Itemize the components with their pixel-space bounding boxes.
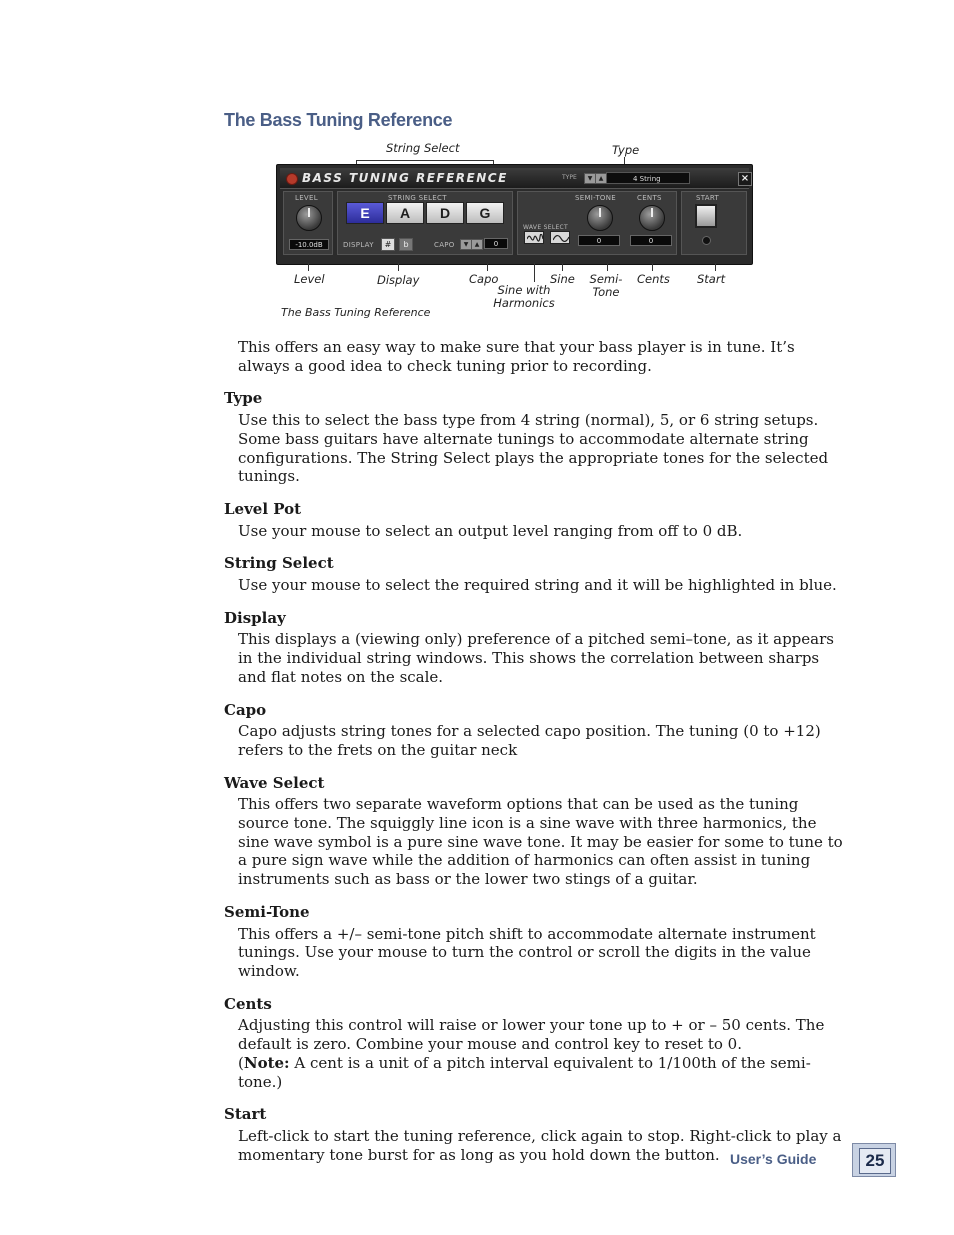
harmonics-tick <box>534 263 535 282</box>
power-icon[interactable] <box>286 173 298 185</box>
string-select-panel <box>337 191 513 255</box>
plugin-title: BASS TUNING REFERENCE <box>302 171 508 185</box>
tone-panel <box>517 191 677 255</box>
close-button[interactable]: × <box>738 172 752 186</box>
intro-paragraph: This offers an easy way to make sure that your bass player is in tune. It’s always a good idea to check tuning prior to recording. <box>238 338 795 375</box>
term-string-select: String Select <box>224 554 334 573</box>
string-button-e[interactable]: E <box>346 202 384 224</box>
level-tick <box>308 263 309 271</box>
desc-start: Left-click to start the tuning reference, click again to stop. Right-click to play a momentary tone burst for as long as you hold down the button. <box>238 1126 842 1164</box>
figure-caption: The Bass Tuning Reference <box>281 306 431 319</box>
cents-tick <box>652 263 653 271</box>
semi-tone-label: SEMI-TONE <box>575 194 616 202</box>
type-label: TYPE <box>562 174 577 181</box>
wave-select-label: WAVE SELECT <box>523 224 569 231</box>
term-display: Display <box>224 608 286 627</box>
string-button-g[interactable]: G <box>466 202 504 224</box>
semi-tone-display[interactable]: 0 <box>578 235 620 246</box>
capo-tick <box>487 263 488 271</box>
section-title: The Bass Tuning Reference <box>224 110 453 130</box>
desc-semi-tone: This offers a +/– semi-tone pitch shift to accommodate alternate instrument tunings. Use your mouse to turn the control or scroll the digits in the value window. <box>238 924 816 980</box>
level-display: -10.0dB <box>289 239 329 250</box>
plugin-figure <box>276 140 756 325</box>
cents-knob[interactable] <box>639 205 665 231</box>
desc-level-pot: Use your mouse to select an output level ranging from off to 0 dB. <box>238 521 743 540</box>
term-capo: Capo <box>224 700 267 719</box>
sine-harmonics-icon <box>527 234 543 243</box>
term-cents: Cents <box>224 994 272 1013</box>
callout-string-select: String Select <box>386 141 460 155</box>
type-down-button[interactable]: ▼ <box>584 173 596 184</box>
desc-display: This displays a (viewing only) preference of a pitched semi–tone, as it appears in the individual string windows. This shows the correlation between sharps and flat notes on the scale. <box>238 630 834 686</box>
footer-label: User’s Guide <box>730 1151 817 1167</box>
page-number-box <box>852 1143 896 1177</box>
flat-button[interactable]: b <box>399 238 413 251</box>
level-knob[interactable] <box>296 205 322 231</box>
display-label: DISPLAY <box>343 241 374 249</box>
callout-display: Display <box>377 273 420 287</box>
level-label: LEVEL <box>295 194 318 202</box>
note-text: A cent is a unit of a pitch interval equivalent to 1/100th of the semi-tone.) <box>238 1053 811 1091</box>
capo-down-button[interactable]: ▼ <box>460 239 472 250</box>
desc-wave-select: This offers two separate waveform options that can be used as the tuning source tone. The squiggly line icon is a sine wave with three harmonics, the sine wave symbol is a pure sine wave tone. It may be easier for some to tune to a pure sign wave while the addition of harmonics can often assist in tuning instruments such as bass or the lower two stings of a guitar. <box>238 795 843 889</box>
callout-sine-harmonics: Sine with Harmonics <box>493 283 555 310</box>
semi-tone-tick <box>607 263 608 271</box>
term-wave-select: Wave Select <box>224 773 325 792</box>
desc-cents-text: Adjusting this control will raise or lower your tone up to + or – 50 cents. The default is zero. Combine your mouse and control key to reset to 0. <box>238 1016 825 1054</box>
string-button-d[interactable]: D <box>426 202 464 224</box>
start-tick <box>715 263 716 271</box>
page-number: 25 <box>859 1148 891 1174</box>
cents-label: CENTS <box>637 194 662 202</box>
string-select-bracket <box>356 160 493 161</box>
note-label: Note: <box>243 1053 290 1072</box>
capo-up-button[interactable]: ▲ <box>471 239 483 250</box>
term-type: Type <box>224 389 263 408</box>
callout-start: Start <box>697 272 726 286</box>
bass-tuning-plugin <box>276 164 753 265</box>
callout-sine: Sine <box>550 272 575 286</box>
type-up-button[interactable]: ▲ <box>595 173 607 184</box>
desc-string-select: Use your mouse to select the required string and it will be highlighted in blue. <box>238 576 837 595</box>
body-text <box>224 338 844 1178</box>
start-button[interactable] <box>695 204 717 228</box>
callout-type: Type <box>612 143 640 157</box>
capo-display: 0 <box>484 238 508 249</box>
sine-harmonics-button[interactable] <box>524 231 544 244</box>
sharp-button[interactable]: # <box>381 238 395 251</box>
semi-tone-knob[interactable] <box>587 205 613 231</box>
callout-cents: Cents <box>637 272 670 286</box>
display-tick <box>398 263 399 271</box>
term-semi-tone: Semi-Tone <box>224 902 310 921</box>
term-start: Start <box>224 1105 267 1124</box>
capo-label: CAPO <box>434 241 455 249</box>
sine-button[interactable] <box>550 231 570 244</box>
string-button-a[interactable]: A <box>386 202 424 224</box>
cents-display[interactable]: 0 <box>630 235 672 246</box>
sine-tick <box>562 263 563 271</box>
term-level-pot: Level Pot <box>224 499 302 518</box>
start-label: START <box>696 194 720 202</box>
sine-icon <box>553 234 569 243</box>
desc-type: Use this to select the bass type from 4 string (normal), 5, or 6 string setups. Some bass guitars have alternate tunings to accommodate alternate string configurations. The String Select plays the appropriate tones for the selected tunings. <box>238 411 829 486</box>
type-select[interactable]: 4 String <box>606 172 690 184</box>
level-panel <box>283 191 333 255</box>
callout-capo: Capo <box>469 272 499 286</box>
string-select-label: STRING SELECT <box>388 194 447 202</box>
plugin-titlebar <box>280 168 749 189</box>
desc-capo: Capo adjusts string tones for a selected capo position. The tuning (0 to +12) refers to the frets on the guitar neck <box>238 722 821 759</box>
start-led <box>702 236 711 245</box>
desc-cents: Adjusting this control will raise or lower your tone up to + or – 50 cents. The default is zero. Combine your mouse and control key to reset to 0. (Note: A cent is a unit of a pitch interval equivalent to 1/100th of the semi-tone.) <box>238 1016 825 1091</box>
callout-level: Level <box>294 272 325 286</box>
callout-semi-tone: Semi-Tone <box>589 272 623 299</box>
start-panel <box>681 191 747 255</box>
